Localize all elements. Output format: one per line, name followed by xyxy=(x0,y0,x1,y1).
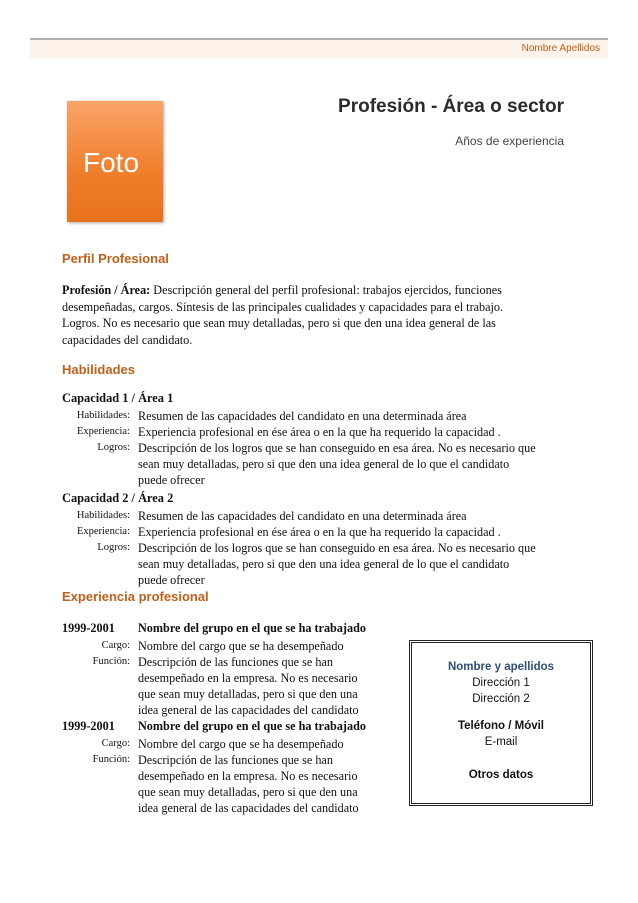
habilidades-value: Resumen de las capacidades del candidato en una determinada área xyxy=(138,509,467,523)
logros-value xyxy=(138,440,592,488)
experiencia-group: Nombre del grupo en el que se ha trabajado xyxy=(138,621,366,635)
habilidades-heading: Habilidades xyxy=(62,362,135,377)
habilidades-row xyxy=(62,408,592,424)
habilidades-value: Resumen de las capacidades del candidato en una determinada área xyxy=(138,409,467,423)
funcion-line: desempeñado en la empresa. No es necesario xyxy=(138,671,358,685)
cargo-value: Nombre del cargo que se ha desempeñado xyxy=(138,737,344,751)
funcion-value xyxy=(138,654,402,718)
habilidades-row xyxy=(62,508,592,524)
habilidades-label: Habilidades: xyxy=(76,410,130,421)
cargo-label: Cargo: xyxy=(101,738,130,749)
experiencia-row xyxy=(62,424,592,440)
funcion-value xyxy=(138,752,402,816)
perfil-paragraph xyxy=(62,282,582,348)
funcion-label: Función: xyxy=(92,754,130,765)
funcion-line: que sean muy detalladas, pero si que den una xyxy=(138,785,358,799)
funcion-line: Descripción de las funciones que se han xyxy=(138,753,333,767)
perfil-line: Logros. No es necesario que sean muy detalladas, pero si que den una idea general de las xyxy=(62,316,496,330)
habilidades-label: Habilidades: xyxy=(76,510,130,521)
logros-label: Logros: xyxy=(97,442,130,453)
experiencia-years: 1999-2001 xyxy=(62,621,115,635)
cargo-row xyxy=(62,736,402,752)
experiencia-group: Nombre del grupo en el que se ha trabajado xyxy=(138,719,366,733)
experiencia-label: Experiencia: xyxy=(76,426,130,437)
funcion-line: idea general de las capacidades del candidato xyxy=(138,801,359,815)
funcion-line: desempeñado en la empresa. No es necesario xyxy=(138,769,358,783)
capacidad-title: Capacidad 1 / Área 1 xyxy=(62,391,174,405)
experiencia-label: Experiencia: xyxy=(76,526,130,537)
experiencia-value: Experiencia profesional en ése área o en la que ha requerido la capacidad . xyxy=(138,425,501,439)
photo-placeholder xyxy=(67,101,163,222)
contact-email: E-mail xyxy=(484,736,518,748)
years-experience: Años de experiencia xyxy=(455,134,564,148)
cargo-value: Nombre del cargo que se ha desempeñado xyxy=(138,639,344,653)
logros-line: sean muy detalladas, pero si que den una idea general de lo que el candidato xyxy=(138,557,510,571)
contact-address2: Dirección 2 xyxy=(472,693,530,705)
logros-line: puede ofrecer xyxy=(138,473,205,487)
contact-address1: Dirección 1 xyxy=(472,677,530,689)
contact-other: Otros datos xyxy=(468,769,534,781)
logros-row xyxy=(62,440,592,488)
perfil-line: desempeñadas, cargos. Síntesis de las principales cualidades y capacidades para el trabajo. xyxy=(62,299,504,314)
logros-line: Descripción de los logros que se han conseguido en esa área. No es necesario que xyxy=(138,541,536,555)
logros-line: Descripción de los logros que se han conseguido en esa área. No es necesario que xyxy=(138,441,536,455)
logros-line: puede ofrecer xyxy=(138,573,205,587)
photo-label: Foto xyxy=(83,147,140,178)
contact-box xyxy=(409,640,593,806)
experiencia-entry-header xyxy=(62,621,366,636)
funcion-row xyxy=(62,654,402,718)
header-name: Nombre Apellidos xyxy=(521,43,600,54)
contact-name: Nombre y apellidos xyxy=(447,661,555,673)
logros-value xyxy=(138,540,592,588)
cargo-label: Cargo: xyxy=(101,640,130,651)
headline: Profesión - Área o sector xyxy=(338,96,564,117)
experiencia-row xyxy=(62,524,592,540)
experiencia-years: 1999-2001 xyxy=(62,719,115,733)
experiencia-heading: Experiencia profesional xyxy=(62,589,209,604)
logros-label: Logros: xyxy=(97,542,130,553)
capacidad-title: Capacidad 2 / Área 2 xyxy=(62,491,174,505)
perfil-heading: Perfil Profesional xyxy=(62,251,169,266)
logros-line: sean muy detalladas, pero si que den una idea general de lo que el candidato xyxy=(138,457,510,471)
experiencia-entry-header xyxy=(62,719,366,734)
funcion-row xyxy=(62,752,402,816)
perfil-line: Descripción general del perfil profesional: trabajos ejercidos, funciones xyxy=(153,283,502,297)
perfil-line: capacidades del candidato. xyxy=(62,332,193,347)
perfil-label: Profesión / Área: xyxy=(62,283,151,297)
funcion-line: idea general de las capacidades del candidato xyxy=(138,703,359,717)
contact-phone: Teléfono / Móvil xyxy=(457,720,545,732)
header-bar xyxy=(30,38,608,58)
experiencia-value: Experiencia profesional en ése área o en la que ha requerido la capacidad . xyxy=(138,525,501,539)
funcion-line: Descripción de las funciones que se han xyxy=(138,655,333,669)
funcion-line: que sean muy detalladas, pero si que den una xyxy=(138,687,358,701)
logros-row xyxy=(62,540,592,588)
cargo-row xyxy=(62,638,402,654)
funcion-label: Función: xyxy=(92,656,130,667)
